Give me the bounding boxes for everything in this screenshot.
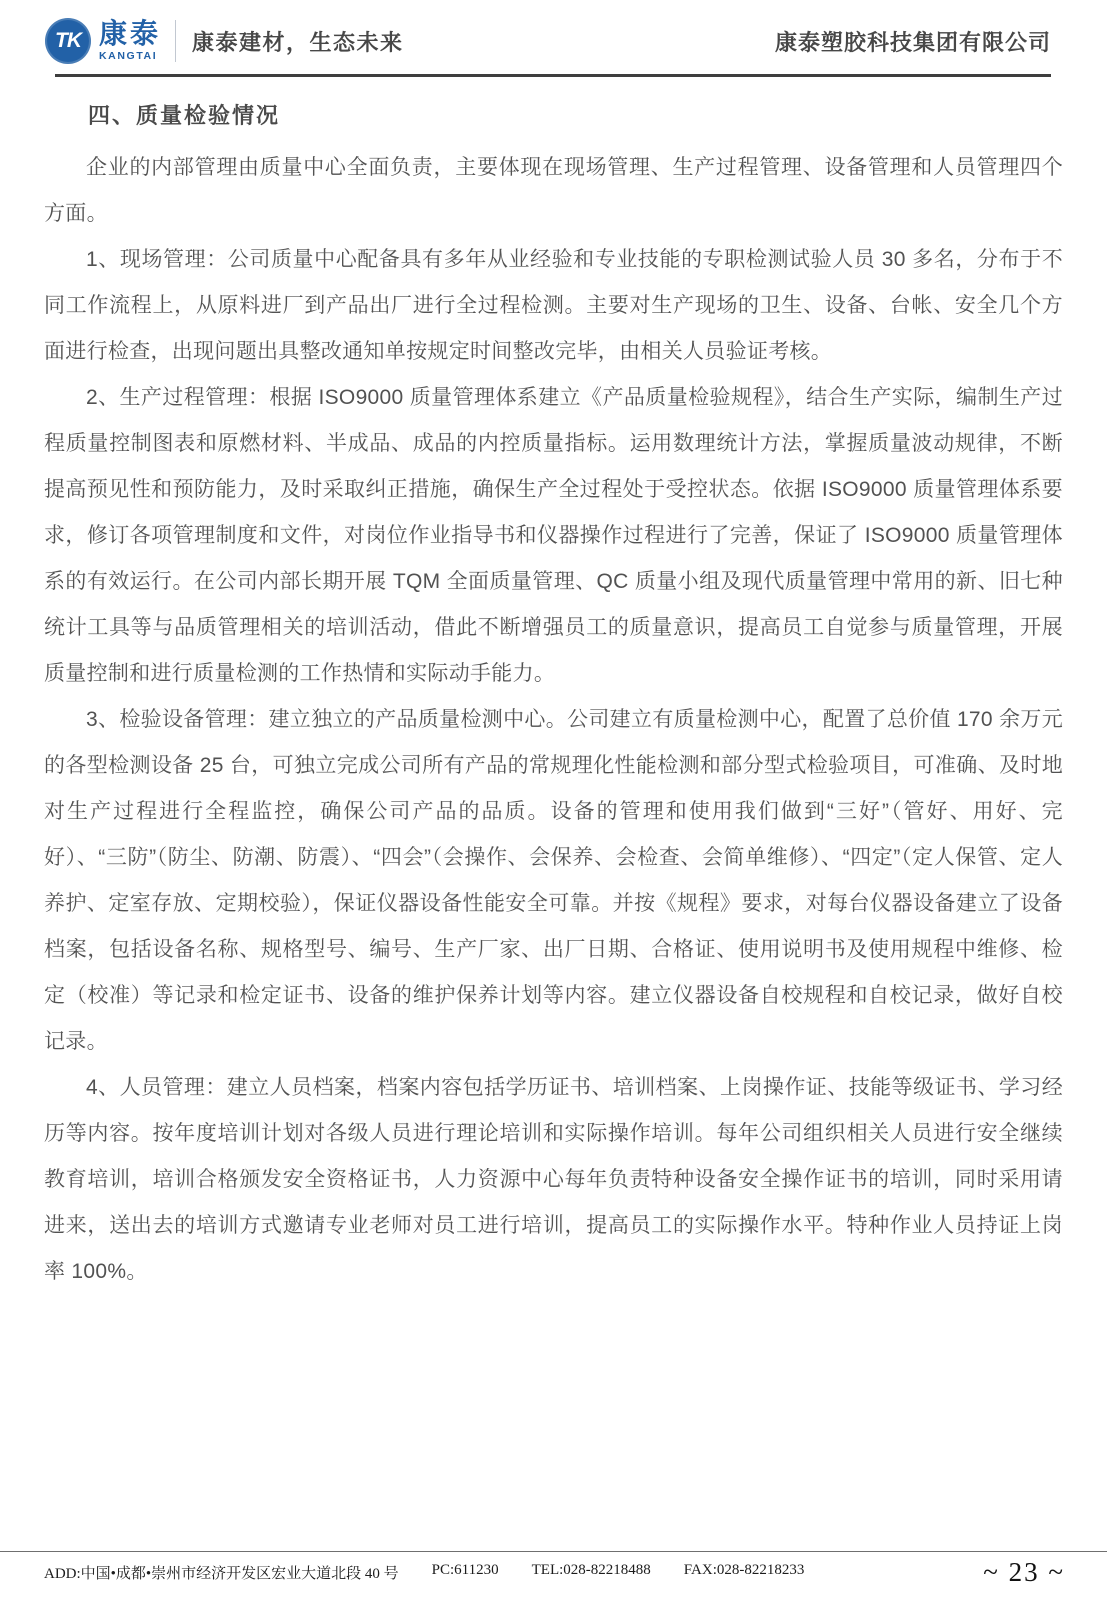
brand-lockup: [45, 18, 404, 64]
section-title: 四、质量检验情况: [88, 103, 281, 128]
document-content: [0, 77, 1107, 1295]
paragraph-overview: 企业的内部管理由质量中心全面负责，主要体现在现场管理、生产过程管理、设备管理和人员管理四个方面。: [44, 156, 1063, 225]
footer-postal-code: PC:611230: [431, 1562, 499, 1578]
logo-monogram: TK: [55, 29, 81, 52]
header-vertical-divider: [175, 20, 176, 62]
kangtai-logo-icon: [45, 18, 91, 64]
footer-contact-info: [44, 1562, 804, 1583]
footer-row: [0, 1552, 1107, 1600]
brand-name-cn: 康泰: [99, 18, 162, 49]
paragraph-site-management: 1、现场管理：公司质量中心配备具有多年从业经验和专业技能的专职检测试验人员 30 多名，分布于不同工作流程上，从原料进厂到产品出厂进行全过程检测。主要对生产现场的卫生、设备、台帐、安全几个方面进行检查，出现问题出具整改通知单按规定时间整改完毕，由相关人员验证考核。: [44, 248, 1063, 363]
page-footer: [0, 1551, 1107, 1600]
footer-fax: FAX:028-82218233: [683, 1562, 805, 1578]
paragraph-equipment-management: 3、检验设备管理：建立独立的产品质量检测中心。公司建立有质量检测中心，配置了总价值 170 余万元的各型检测设备 25 台，可独立完成公司所有产品的常规理化性能检测和部分型式检验项目，可准确、及时地对生产过程进行全程监控，确保公司产品的品质。设备的管理和使用我们做到“三好”（管好、用好、完好）、“三防”（防尘、防潮、防震）、“四会”（会操作、会保养、会检查、会简单维修）、“四定”（定人保管、定人养护、定室存放、定期校验），保证仪器设备性能安全可靠。并按《规程》要求，对每台仪器设备建立了设备档案，包括设备名称、规格型号、编号、生产厂家、出厂日期、合格证、使用说明书及使用规程中维修、检定（校准）等记录和检定证书、设备的维护保养计划等内容。建立仪器设备自校规程和自校记录，做好自校记录。: [44, 708, 1063, 1053]
page-header: [0, 0, 1107, 74]
paragraph-process-management: 2、生产过程管理：根据 ISO9000 质量管理体系建立《产品质量检验规程》，结合生产实际，编制生产过程质量控制图表和原燃材料、半成品、成品的内控质量指标。运用数理统计方法，掌握质量波动规律，不断提高预见性和预防能力，及时采取纠正措施，确保生产全过程处于受控状态。依据 ISO9000 质量管理体系要求，修订各项管理制度和文件，对岗位作业指导书和仪器操作过程进行了完善，保证了 ISO9000 质量管理体系的有效运行。在公司内部长期开展 TQM 全面质量管理、QC 质量小组及现代质量管理中常用的新、旧七种统计工具等与品质管理相关的培训活动，借此不断增强员工的质量意识，提高员工自觉参与质量管理，开展质量控制和进行质量检测的工作热情和实际动手能力。: [44, 386, 1063, 685]
footer-address: ADD:中国•成都•崇州市经济开发区宏业大道北段 40 号: [44, 1566, 399, 1582]
brand-text: [99, 20, 161, 62]
page-number: ~ 23 ~: [983, 1557, 1065, 1587]
footer-tel: TEL:028-82218488: [531, 1562, 651, 1578]
paragraph-personnel-management: 4、人员管理：建立人员档案，档案内容包括学历证书、培训档案、上岗操作证、技能等级证书、学习经历等内容。按年度培训计划对各级人员进行理论培训和实际操作培训。每年公司组织相关人员进行安全继续教育培训，培训合格颁发安全资格证书，人力资源中心每年负责特种设备安全操作证书的培训，同时采用请进来，送出去的培训方式邀请专业老师对员工进行培训，提高员工的实际操作水平。特种作业人员持证上岗率 100%。: [44, 1076, 1063, 1283]
brand-name-en: KANGTAI: [99, 50, 158, 62]
brand-slogan: 康泰建材，生态未来: [192, 29, 404, 55]
company-name: 康泰塑胶科技集团有限公司: [774, 29, 1051, 55]
